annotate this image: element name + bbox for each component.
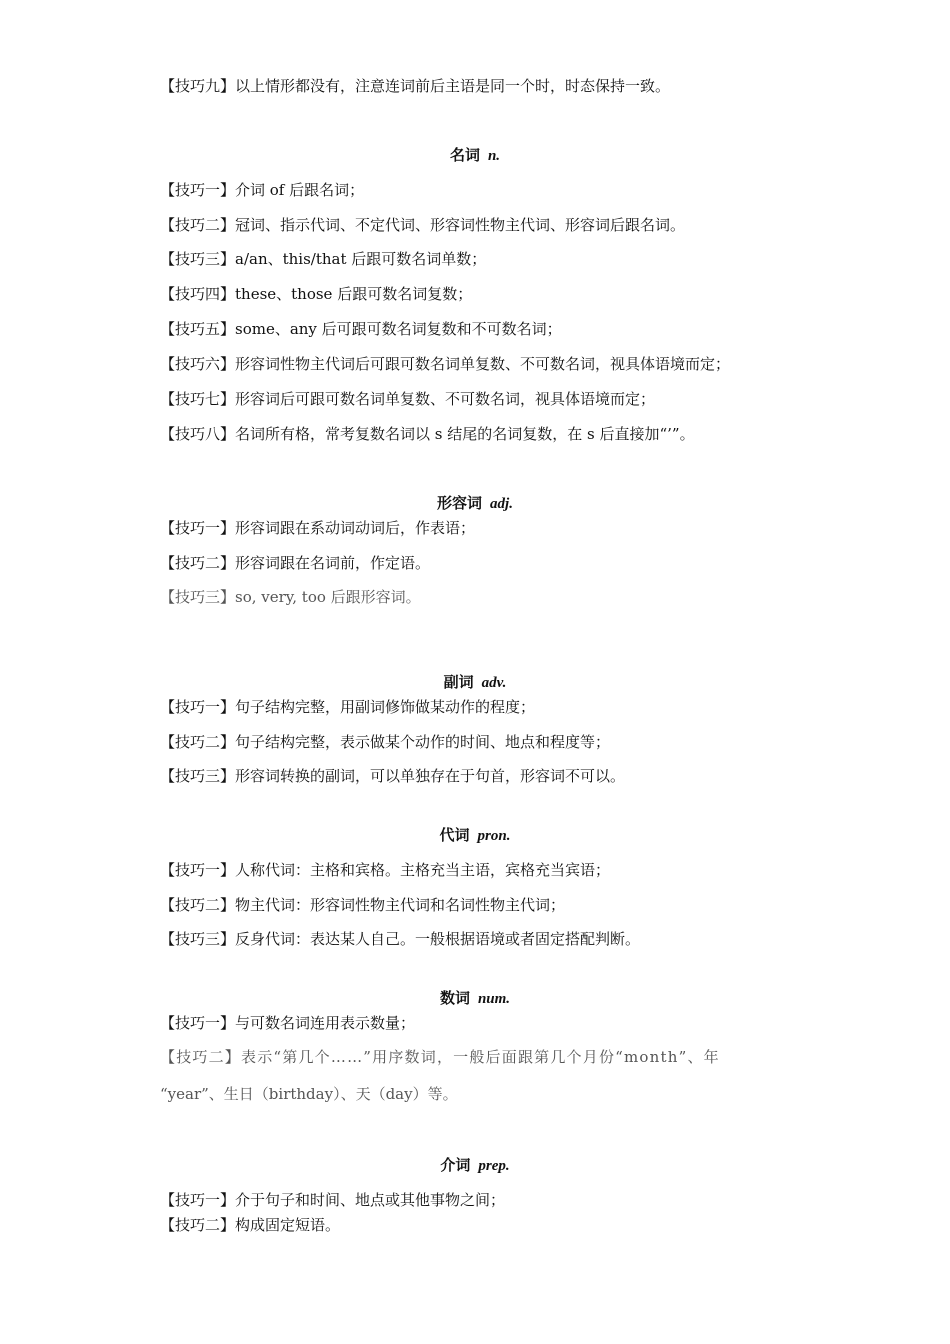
section-title: 形容词 [437, 494, 483, 512]
list-item: 【技巧二】表示“第几个……”用序数词，一般后面跟第几个月份“month”、年 [160, 1048, 720, 1066]
section-heading-pronoun [0, 825, 950, 846]
section-abbr: adj. [490, 496, 513, 512]
list-item: 【技巧二】构成固定短语。 [160, 1216, 341, 1234]
section-heading-noun [0, 145, 950, 166]
list-item: 【技巧一】介词 of 后跟名词； [160, 181, 365, 199]
list-item: 【技巧三】a/an、this/that 后跟可数名词单数； [160, 250, 487, 268]
section-heading-adjective [0, 493, 950, 514]
section-abbr: prep. [478, 1158, 510, 1174]
list-item: 【技巧三】反身代词：表达某人自己。一般根据语境或者固定搭配判断。 [160, 930, 641, 948]
section-abbr: n. [487, 148, 501, 164]
list-item: 【技巧二】物主代词：形容词性物主代词和名词性物主代词； [160, 896, 566, 914]
section-heading-adverb [0, 672, 950, 693]
list-item: 【技巧一】介于句子和时间、地点或其他事物之间； [160, 1191, 506, 1209]
section-abbr: adv. [481, 675, 507, 691]
section-abbr: num. [477, 991, 511, 1007]
list-item: 【技巧五】some、any 后可跟可数名词复数和不可数名词； [160, 320, 562, 338]
list-item: 【技巧四】these、those 后跟可数名词复数； [160, 285, 473, 303]
list-item: 【技巧二】句子结构完整，表示做某个动作的时间、地点和程度等； [160, 733, 611, 751]
section-abbr: pron. [477, 828, 511, 844]
list-item: 【技巧一】句子结构完整，用副词修饰做某动作的程度； [160, 698, 536, 716]
list-item: 【技巧二】形容词跟在名词前，作定语。 [160, 554, 431, 572]
list-item: 【技巧六】形容词性物主代词后可跟可数名词单复数、不可数名词，视具体语境而定； [160, 355, 731, 373]
list-item: 【技巧三】so, very, too 后跟形容词。 [160, 588, 421, 606]
section-title: 介词 [440, 1156, 471, 1174]
list-item: 【技巧一】形容词跟在系动词动词后，作表语； [160, 519, 476, 537]
section-title: 副词 [443, 673, 474, 691]
list-item: 【技巧一】与可数名词连用表示数量； [160, 1014, 416, 1032]
list-item: 【技巧二】冠词、指示代词、不定代词、形容词性物主代词、形容词后跟名词。 [160, 216, 686, 234]
section-title: 名词 [449, 146, 480, 164]
list-item: 【技巧三】形容词转换的副词，可以单独存在于句首，形容词不可以。 [160, 767, 626, 785]
section-title: 数词 [439, 989, 470, 1007]
section-heading-numeral [0, 988, 950, 1009]
list-item: 【技巧一】人称代词：主格和宾格。主格充当主语，宾格充当宾语； [160, 861, 611, 879]
list-item: “year”、生日（birthday）、天（day）等。 [160, 1085, 458, 1103]
section-title: 代词 [439, 826, 470, 844]
section-heading-preposition [0, 1155, 950, 1176]
list-item: 【技巧八】名词所有格，常考复数名词以 s 结尾的名词复数，在 s 后直接加“’”。 [160, 425, 695, 443]
list-item: 【技巧七】形容词后可跟可数名词单复数、不可数名词，视具体语境而定； [160, 390, 656, 408]
intro-line: 【技巧九】以上情形都没有，注意连词前后主语是同一个时，时态保持一致。 [160, 77, 671, 95]
